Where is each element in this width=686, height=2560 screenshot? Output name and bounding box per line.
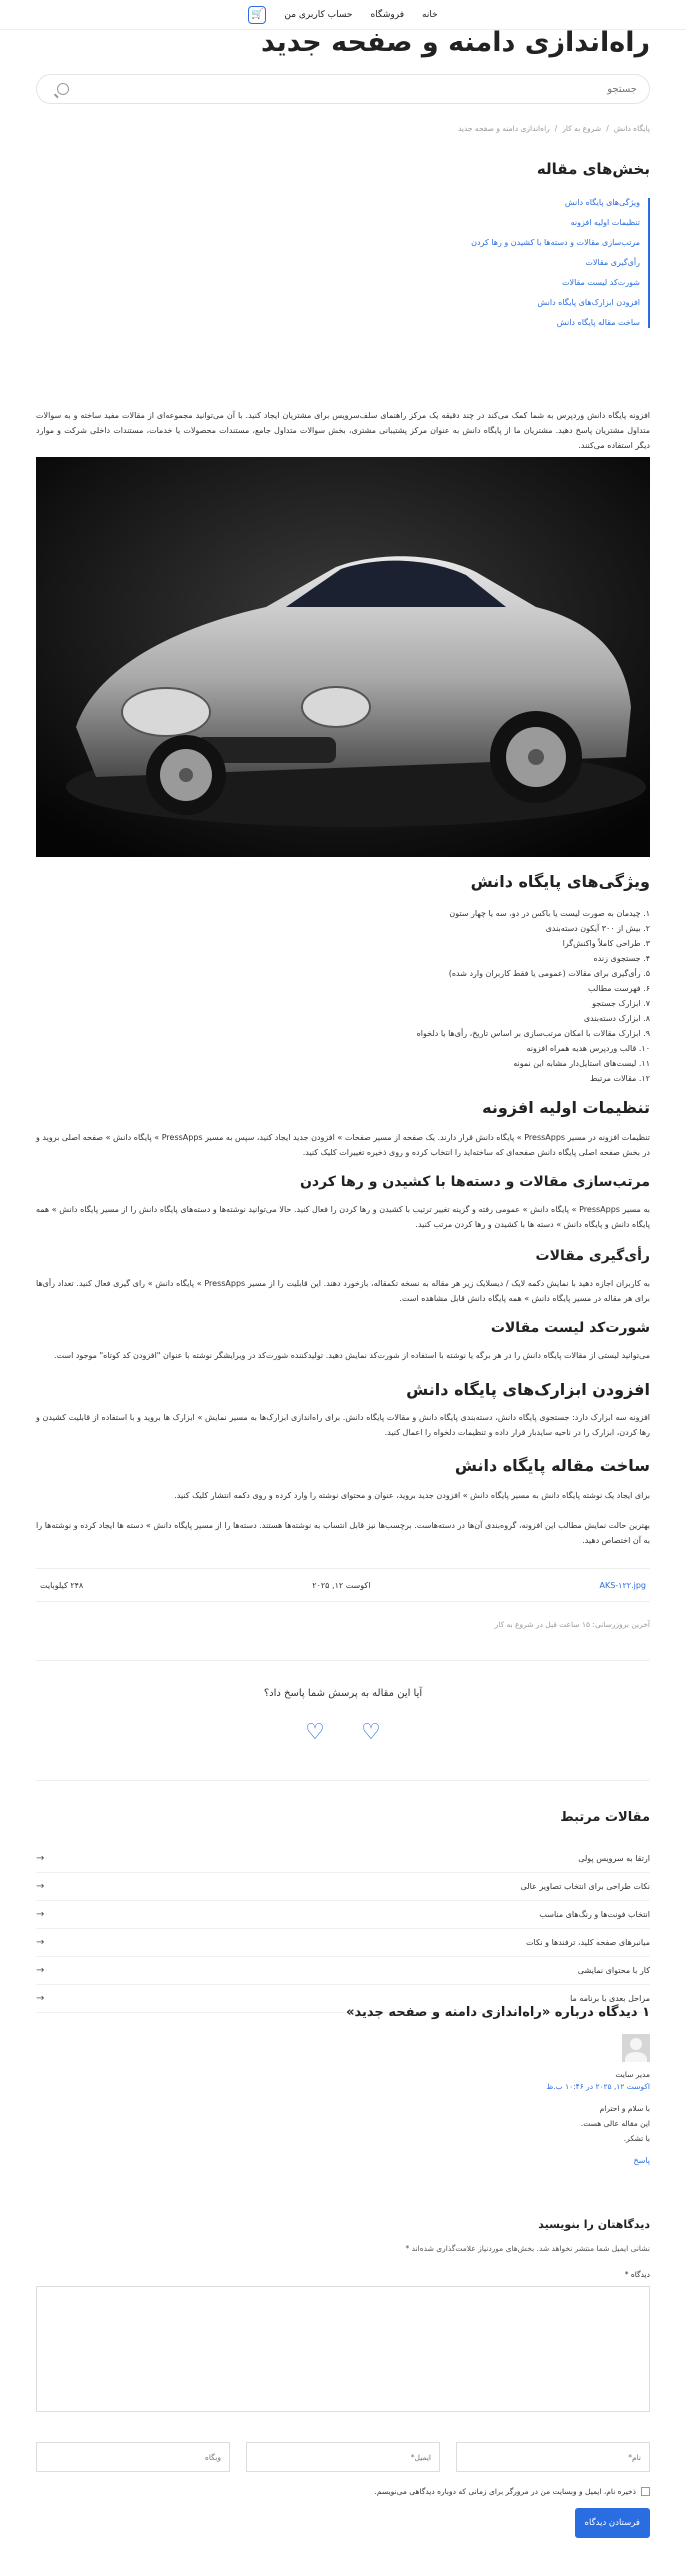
search-bar[interactable]	[36, 74, 650, 104]
remember-me[interactable]	[375, 2487, 650, 2496]
shortcode-text: می‌توانید لیستی از مقالات پایگاه دانش را در هر برگه یا نوشته با استفاده از شورت‌کد نمایش دهید. تولیدکننده شورت‌کد در ویرایشگر نوشته با عنوان "افزودن کد کوتاه" موجود است.	[54, 1351, 650, 1360]
like-heart-icon[interactable]: ♡	[361, 1719, 381, 1745]
related-label[interactable]: انتخاب فونت‌ها و رنگ‌های مناسب	[539, 1910, 650, 1919]
breadcrumb-item[interactable]: پایگاه دانش	[613, 124, 650, 133]
file-date: اکوست ۱۲, ۲۰۲۵	[312, 1580, 371, 1590]
arrow-icon: →	[36, 1853, 45, 1864]
list-item: ۴. جستجوی زنده	[593, 954, 650, 963]
reply-link[interactable]: پاسخ	[633, 2156, 650, 2165]
features-heading: ویژگی‌های پایگاه دانش	[470, 872, 650, 891]
remember-checkbox[interactable]	[641, 2487, 650, 2496]
comment	[450, 2034, 650, 2165]
related-label[interactable]: میانبرهای صفحه کلید، ترفند‌ها و نکات	[526, 1938, 650, 1947]
toc-link[interactable]: ساخت مقاله پایگاه دانش	[556, 318, 640, 327]
widgets-text: افزونه سه ابزارک دارد: جستجوی پایگاه دانش، دسته‌بندی پایگاه دانش و مقالات پایگاه دانش. برای راه‌اندازی ابزارک‌ها به مسیر نمایش » ابزارک ها بروید و با استفاده از قابلیت کشیدن و رها کردن، ابزارک را در ناحیه ساید‌بار قرار داده و تنظیمات دلخواه را اعمال کنید.	[36, 1413, 650, 1437]
nav-shop[interactable]: فروشگاه	[370, 9, 405, 20]
search-input[interactable]	[69, 84, 637, 95]
arrow-icon: →	[36, 1993, 45, 2004]
search-icon[interactable]	[57, 83, 69, 95]
list-item: ۳. طراحی کاملاً واکنش‌گرا	[562, 939, 650, 948]
toc-title: بخش‌های مقاله	[536, 160, 650, 178]
related-item[interactable]	[36, 1901, 650, 1929]
related-item[interactable]	[36, 1957, 650, 1985]
settings-heading: تنظیمات اولیه افزونه	[482, 1098, 650, 1117]
breadcrumb-item[interactable]: شروع به کار	[562, 124, 602, 133]
create-heading: ساخت مقاله پایگاه دانش	[454, 1456, 650, 1475]
breadcrumb-current: راه‌اندازی دامنه و صفحه جدید	[457, 124, 550, 133]
breadcrumb-separator: /	[554, 124, 558, 133]
toc-link[interactable]: تنظیمات اولیه افزونه	[570, 218, 640, 227]
list-item: ۱۲. مقالات مرتبط	[589, 1074, 650, 1083]
dislike-broken-heart-icon[interactable]: ♡	[305, 1719, 325, 1745]
website-field[interactable]: وبگاه	[36, 2442, 230, 2472]
hero-car-image	[36, 457, 650, 857]
file-name[interactable]: AKS-۱۲۲.jpg	[599, 1580, 646, 1590]
related-item[interactable]	[36, 1873, 650, 1901]
email-field[interactable]: ایمیل*	[246, 2442, 440, 2472]
arrow-icon: →	[36, 1881, 45, 1892]
divider	[36, 1780, 650, 1781]
toc-link[interactable]: افزودن ابزارک‌های پایگاه دانش	[537, 298, 640, 307]
list-item: ۸. ابزارک دسته‌بندی	[583, 1014, 650, 1023]
remember-label: ذخیره نام، ایمیل و وبسایت من در مرورگر برای زمانی که دوباره دیدگاهی می‌نویسم.	[374, 2487, 636, 2496]
list-item: ۲. بیش از ۳۰۰ آیکون دسته‌بندی	[545, 924, 650, 933]
voting-heading: رأی‌گیری مقالات	[535, 1248, 650, 1264]
related-label[interactable]: مراحل بعدی با برنامه ما	[570, 1994, 650, 2003]
last-updated: آخرین بروزرسانی: ۱۵ ساعت قبل در شروع به کار	[494, 1620, 650, 1629]
arrow-icon: →	[36, 1965, 45, 1976]
related-item[interactable]	[36, 1929, 650, 1957]
widgets-heading: افزودن ابزارک‌های پایگاه دانش	[406, 1380, 650, 1399]
cart-icon[interactable]: 🛒	[248, 6, 266, 24]
car-illustration	[36, 457, 650, 857]
related-label[interactable]: ارتقا به سرویس پولی	[578, 1854, 650, 1863]
page-title: راه‌اندازی دامنه و صفحه جدید	[260, 27, 650, 58]
create-text-1: برای ایجاد یک نوشته پایگاه دانش به مسیر پایگاه دانش » افزودن جدید بروید، عنوان و محتوای نوشته را وارد کرده و روی دکمه انتشار کلیک کنید.	[174, 1491, 650, 1500]
comments-heading: ۱ دیدگاه درباره «راه‌اندازی دامنه و صفحه جدید»	[346, 2005, 650, 2020]
comment-label: دیدگاه *	[624, 2270, 650, 2279]
submit-comment-button[interactable]: فرستادن دیدگاه	[575, 2508, 650, 2538]
comment-form-note: نشانی ایمیل شما منتشر نخواهد شد. بخش‌های موردنیاز علامت‌گذاری شده‌اند *	[405, 2244, 650, 2253]
comment-line: این مقاله عالی هست.	[580, 2119, 650, 2128]
comment-body	[450, 2101, 650, 2146]
related-articles	[36, 1845, 650, 2013]
comment-textarea[interactable]	[36, 2286, 650, 2412]
list-item: ۶. فهرست مطالب	[588, 984, 650, 993]
feedback-buttons	[0, 1718, 686, 1746]
settings-text: تنظیمات افزونه در مسیر PressApps » پایگاه دانش قرار دارند. یک صفحه از مسیر صفحات » افزودن جدید ایجاد کنید، سپس به مسیر PressApps » پایگاه دانش » صفحه اصلی بروید و در بخش صفحه اصلی پایگاه دانش صفحه‌ای که ساخته‌اید را انتخاب کرده و روی ذخیره تغییرات کلیک کنید.	[36, 1133, 650, 1157]
top-navigation	[0, 0, 686, 30]
comment-date[interactable]: اکوست ۱۲, ۲۰۲۵ در ۱۰:۴۶ ب.ظ	[546, 2082, 650, 2091]
nav-home[interactable]: خانه	[422, 9, 438, 20]
breadcrumb	[458, 124, 650, 133]
list-item: ۱. چیدمان به صورت لیست یا باکس در دو، سه یا چهار ستون	[449, 909, 650, 918]
avatar	[622, 2034, 650, 2062]
list-item: ۱۰. قالب وردپرس هدیه همراه افزونه	[526, 1044, 650, 1053]
name-field[interactable]: نام*	[456, 2442, 650, 2472]
list-item: ۹. ابزارک مقالات با امکان مرتب‌سازی بر اساس تاریخ، رأی‌ها یا دلخواه	[416, 1029, 650, 1038]
list-item: ۱۱. لیست‌های استایل‌دار مشابه این نمونه	[513, 1059, 650, 1068]
comment-author: مدیر سایت	[615, 2070, 650, 2079]
attachment-meta	[36, 1568, 650, 1602]
table-of-contents	[471, 198, 650, 328]
intro-paragraph: افزونه پایگاه دانش وردپرس به شما کمک می‌کند در چند دقیقه یک مرکز راهنمای سلف‌سرویس برای مشتریان ایجاد کنید. با آن می‌توانید مجموعه‌ای از مقالات مفید ساخته و به سوالات متداول مشتریان پاسخ دهید. مشتریان ما از پایگاه دانش به عنوان مرکز پشتیبانی مشتری، بخش سوالات متداول جامع، مستندات محصولات یا خدمات، مستندات داخلی شرکت و موارد دیگر استفاده می‌کنند.	[36, 411, 650, 450]
divider	[36, 1660, 650, 1661]
toc-link[interactable]: ویژگی‌های پایگاه دانش	[564, 198, 640, 207]
toc-link[interactable]: شورت‌کد لیست مقالات	[561, 278, 640, 287]
toc-link[interactable]: رأی‌گیری مقالات	[585, 258, 640, 267]
comment-form-title: دیدگاهتان را بنویسید	[538, 2218, 650, 2231]
related-heading: مقالات مرتبط	[560, 1810, 650, 1825]
list-item: ۵. رأی‌گیری برای مقالات (عمومی یا فقط کاربران وارد شده)	[448, 969, 650, 978]
related-label[interactable]: کار با محتوای نمایشی	[577, 1966, 650, 1975]
shortcode-heading: شورت‌کد لیست مقالات	[490, 1320, 650, 1336]
comment-line: با سلام و احترام	[599, 2104, 650, 2113]
comment-line: با تشکر.	[623, 2134, 650, 2143]
list-item: ۷. ابزارک جستجو	[592, 999, 650, 1008]
file-size: ۲۴۸ کیلوبایت	[40, 1580, 84, 1590]
arrow-icon: →	[36, 1909, 45, 1920]
breadcrumb-separator: /	[606, 124, 609, 133]
related-label[interactable]: نکات طراحی برای انتخاب تصاویر عالی	[520, 1882, 650, 1891]
voting-text: به کاربران اجازه دهید با نمایش دکمه لایک / دیسلایک زیر هر مقاله به نسخه‌ تکمقاله، بازخورد دهند. این قابلیت را از مسیر PressApps » پایگاه دانش » رای گیری فعال کنید. تعداد رأی‌ها برای هر مقاله در مسیر پایگاه دانش » همه پایگاه دانش قابل مشاهده است.	[36, 1279, 650, 1303]
features-list	[417, 909, 650, 1083]
create-text-2: بهترین حالت نمایش مطالب این افزونه، گروه‌بندی آن‌ها در دسته‌هاست. برچسب‌ها نیز قابل انتساب به نوشته‌ها هستند. دسته‌ها را از مسیر پایگاه دانش » دسته ها ایجاد کرده و نوشته‌ها را به آن اختصاص دهید.	[36, 1521, 650, 1545]
reorder-heading: مرتب‌سازی مقالات و دسته‌ها با کشیدن و رها کردن	[299, 1174, 650, 1190]
reorder-text: به مسیر PressApps » پایگاه دانش » عمومی رفته و گزینه تغییر ترتیب با کشیدن و رها کردن را فعال کنید. حالا می‌توانید نوشته‌ها و دسته‌های پایگاه دانش را از مسیر پایگاه دانش » همه پایگاه دانش و پایگاه دانش » دسته ها با کشیدن و رها کردن مرتب کنید.	[36, 1205, 650, 1229]
toc-link[interactable]: مرتب‌سازی مقالات و دسته‌ها با کشیدن و رها کردن	[471, 238, 640, 247]
feedback-question: آیا این مقاله به پرسش شما پاسخ داد؟	[263, 1688, 423, 1699]
nav-account[interactable]: حساب کاربری من	[284, 9, 353, 20]
comment-form-fields	[36, 2442, 650, 2472]
related-item[interactable]	[36, 1845, 650, 1873]
arrow-icon: →	[36, 1937, 45, 1948]
